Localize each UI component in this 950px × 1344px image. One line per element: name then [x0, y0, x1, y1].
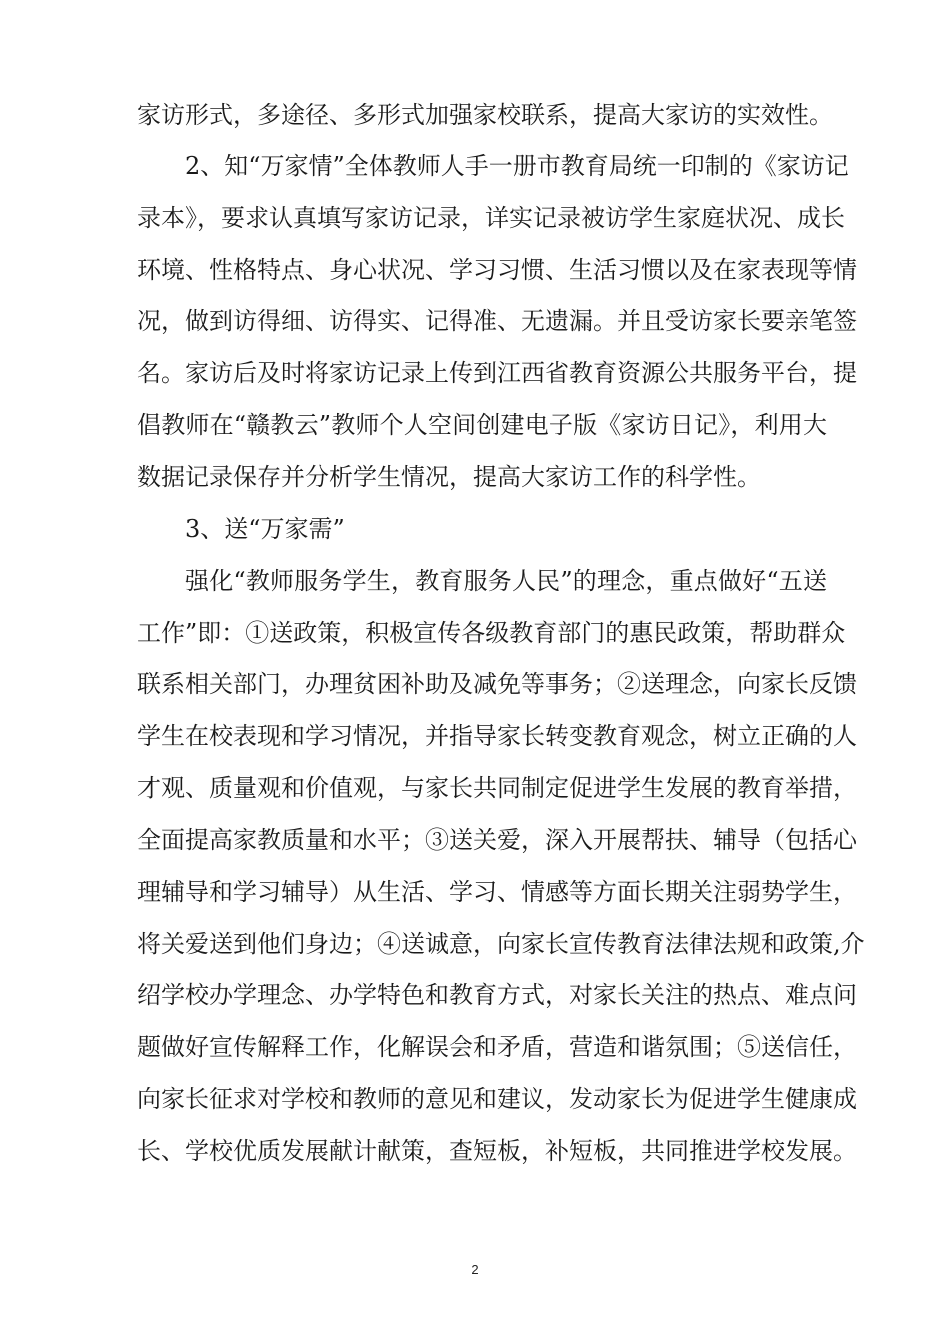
text-line-10: 强化“教师服务学生，教育服务人民”的理念，重点做好“五送 — [185, 567, 827, 595]
text-line-13: 学生在校表现和学习情况，并指导家长转变教育观念，树立正确的人 — [137, 722, 857, 750]
text-line-5: 况，做到访得细、访得实、记得准、无遗漏。并且受访家长要亲笔签 — [137, 307, 857, 335]
text-line-1: 家访形式，多途径、多形式加强家校联系，提高大家访的实效性。 — [137, 101, 833, 129]
text-line-6: 名。家访后及时将家访记录上传到江西省教育资源公共服务平台，提 — [137, 359, 857, 387]
page-number: 2 — [471, 1262, 479, 1277]
text-line-8: 数据记录保存并分析学生情况，提高大家访工作的科学性。 — [137, 463, 761, 491]
text-line-12: 联系相关部门，办理贫困补助及减免等事务；②送理念，向家长反馈 — [137, 670, 857, 698]
text-line-3: 录本》，要求认真填写家访记录，详实记录被访学生家庭状况、成长 — [137, 204, 845, 232]
text-line-19: 题做好宣传解释工作，化解误会和矛盾，营造和谐氛围；⑤送信任， — [137, 1033, 857, 1061]
text-line-14: 才观、质量观和价值观，与家长共同制定促进学生发展的教育举措， — [137, 774, 857, 802]
text-line-11: 工作”即：①送政策，积极宣传各级教育部门的惠民政策，帮助群众 — [137, 619, 846, 647]
text-line-16: 理辅导和学习辅导）从生活、学习、情感等方面长期关注弱势学生， — [137, 878, 857, 906]
text-line-17: 将关爱送到他们身边；④送诚意，向家长宣传教育法律法规和政策,介 — [137, 930, 865, 958]
section-heading: 3、送“万家需” — [185, 515, 345, 543]
text-line-18: 绍学校办学理念、办学特色和教育方式，对家长关注的热点、难点问 — [137, 981, 857, 1009]
text-line-15: 全面提高家教质量和水平；③送关爱，深入开展帮扶、辅导（包括心 — [137, 826, 857, 854]
text-line-4: 环境、性格特点、身心状况、学习习惯、生活习惯以及在家表现等情 — [137, 256, 857, 284]
text-line-21: 长、学校优质发展献计献策，查短板，补短板，共同推进学校发展。 — [137, 1137, 857, 1165]
text-line-20: 向家长征求对学校和教师的意见和建议，发动家长为促进学生健康成 — [137, 1085, 857, 1113]
text-line-7: 倡教师在“赣教云”教师个人空间创建电子版《家访日记》，利用大 — [137, 411, 827, 439]
text-line-2: 2、知“万家情”全体教师人手一册市教育局统一印制的《家访记 — [185, 152, 849, 180]
